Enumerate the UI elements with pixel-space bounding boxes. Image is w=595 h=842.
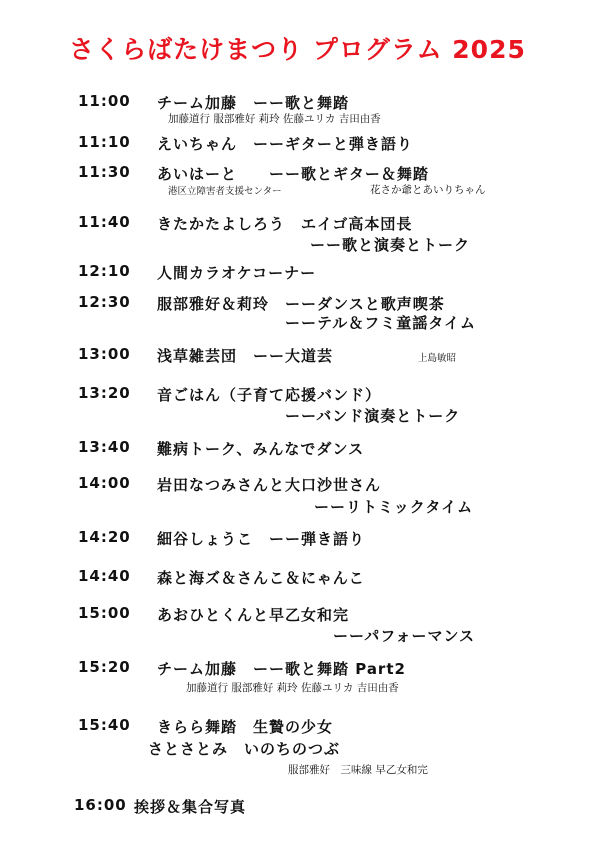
program-time: 15:40 [78,716,131,734]
program-time: 11:30 [78,163,131,181]
program-title: 音ごはん（子育て応援バンド） [157,386,382,404]
program-title: 服部雅好＆莉玲 ーーダンスと歌声喫茶 [157,295,445,313]
program-time: 14:00 [78,474,131,492]
program-performers: 花さか爺とあいりちゃん [370,184,486,196]
program-time: 14:40 [78,567,131,585]
program-subtitle: ーーパフォーマンス [333,627,476,645]
program-time: 16:00 [74,796,127,814]
program-title: えいちゃん ーーギターと弾き語り [157,135,413,153]
page-title: さくらばたけまつり プログラム 2025 [69,35,526,64]
program-time: 15:00 [78,604,131,622]
program-performers: 加藤道行 服部雅好 莉玲 佐藤ユリカ 吉田由香 [168,113,381,125]
program-title: きらら舞踏 生贄の少女 [157,718,334,736]
program-time: 13:00 [78,345,131,363]
program-title: 挨拶＆集合写真 [134,798,247,816]
program-subtitle: ーーテル＆フミ童謡タイム [285,314,476,332]
program-title: チーム加藤 ーー歌と舞踏 [157,94,350,112]
program-time: 14:20 [78,528,131,546]
program-performers: 上島敏昭 [418,353,457,364]
program-title: 人間カラオケコーナー [157,264,317,282]
program-subtitle: ーー歌と演奏とトーク [310,236,471,254]
program-title: きたかたよしろう エイゴ高本団長 [157,215,413,233]
program-title: 細谷しょうこ ーー弾き語り [157,530,366,548]
program-time: 12:10 [78,262,131,280]
program-time: 13:20 [78,384,131,402]
program-title: 浅草雑芸団 ーー大道芸 [157,347,334,365]
program-time: 11:10 [78,133,131,151]
program-title: あおひとくんと早乙女和完 [157,606,350,624]
program-subtitle: ーーバンド演奏とトーク [285,407,461,425]
program-time: 11:40 [78,213,131,231]
program-organization: 港区立障害者支援センター [168,186,282,197]
program-performers: 加藤道行 服部雅好 莉玲 佐藤ユリカ 吉田由香 [186,682,399,694]
program-time: 15:20 [78,658,131,676]
program-time: 12:30 [78,293,131,311]
program-performers: 服部雅好 三味線 早乙女和完 [288,764,428,776]
program-title: 岩田なつみさんと大口沙世さん [157,476,382,494]
program-time: 13:40 [78,438,131,456]
program-title: 難病トーク、みんなでダンス [157,440,365,458]
program-title: あいはーと ーー歌とギター＆舞踏 [157,165,429,183]
program-title-2: さとさとみ いのちのつぶ [148,740,341,758]
program-title: チーム加藤 ーー歌と舞踏 Part2 [157,660,406,678]
program-title: 森と海ズ＆さんこ＆にゃんこ [157,569,365,587]
program-subtitle: ーーリトミックタイム [314,498,474,516]
program-time: 11:00 [78,92,131,110]
